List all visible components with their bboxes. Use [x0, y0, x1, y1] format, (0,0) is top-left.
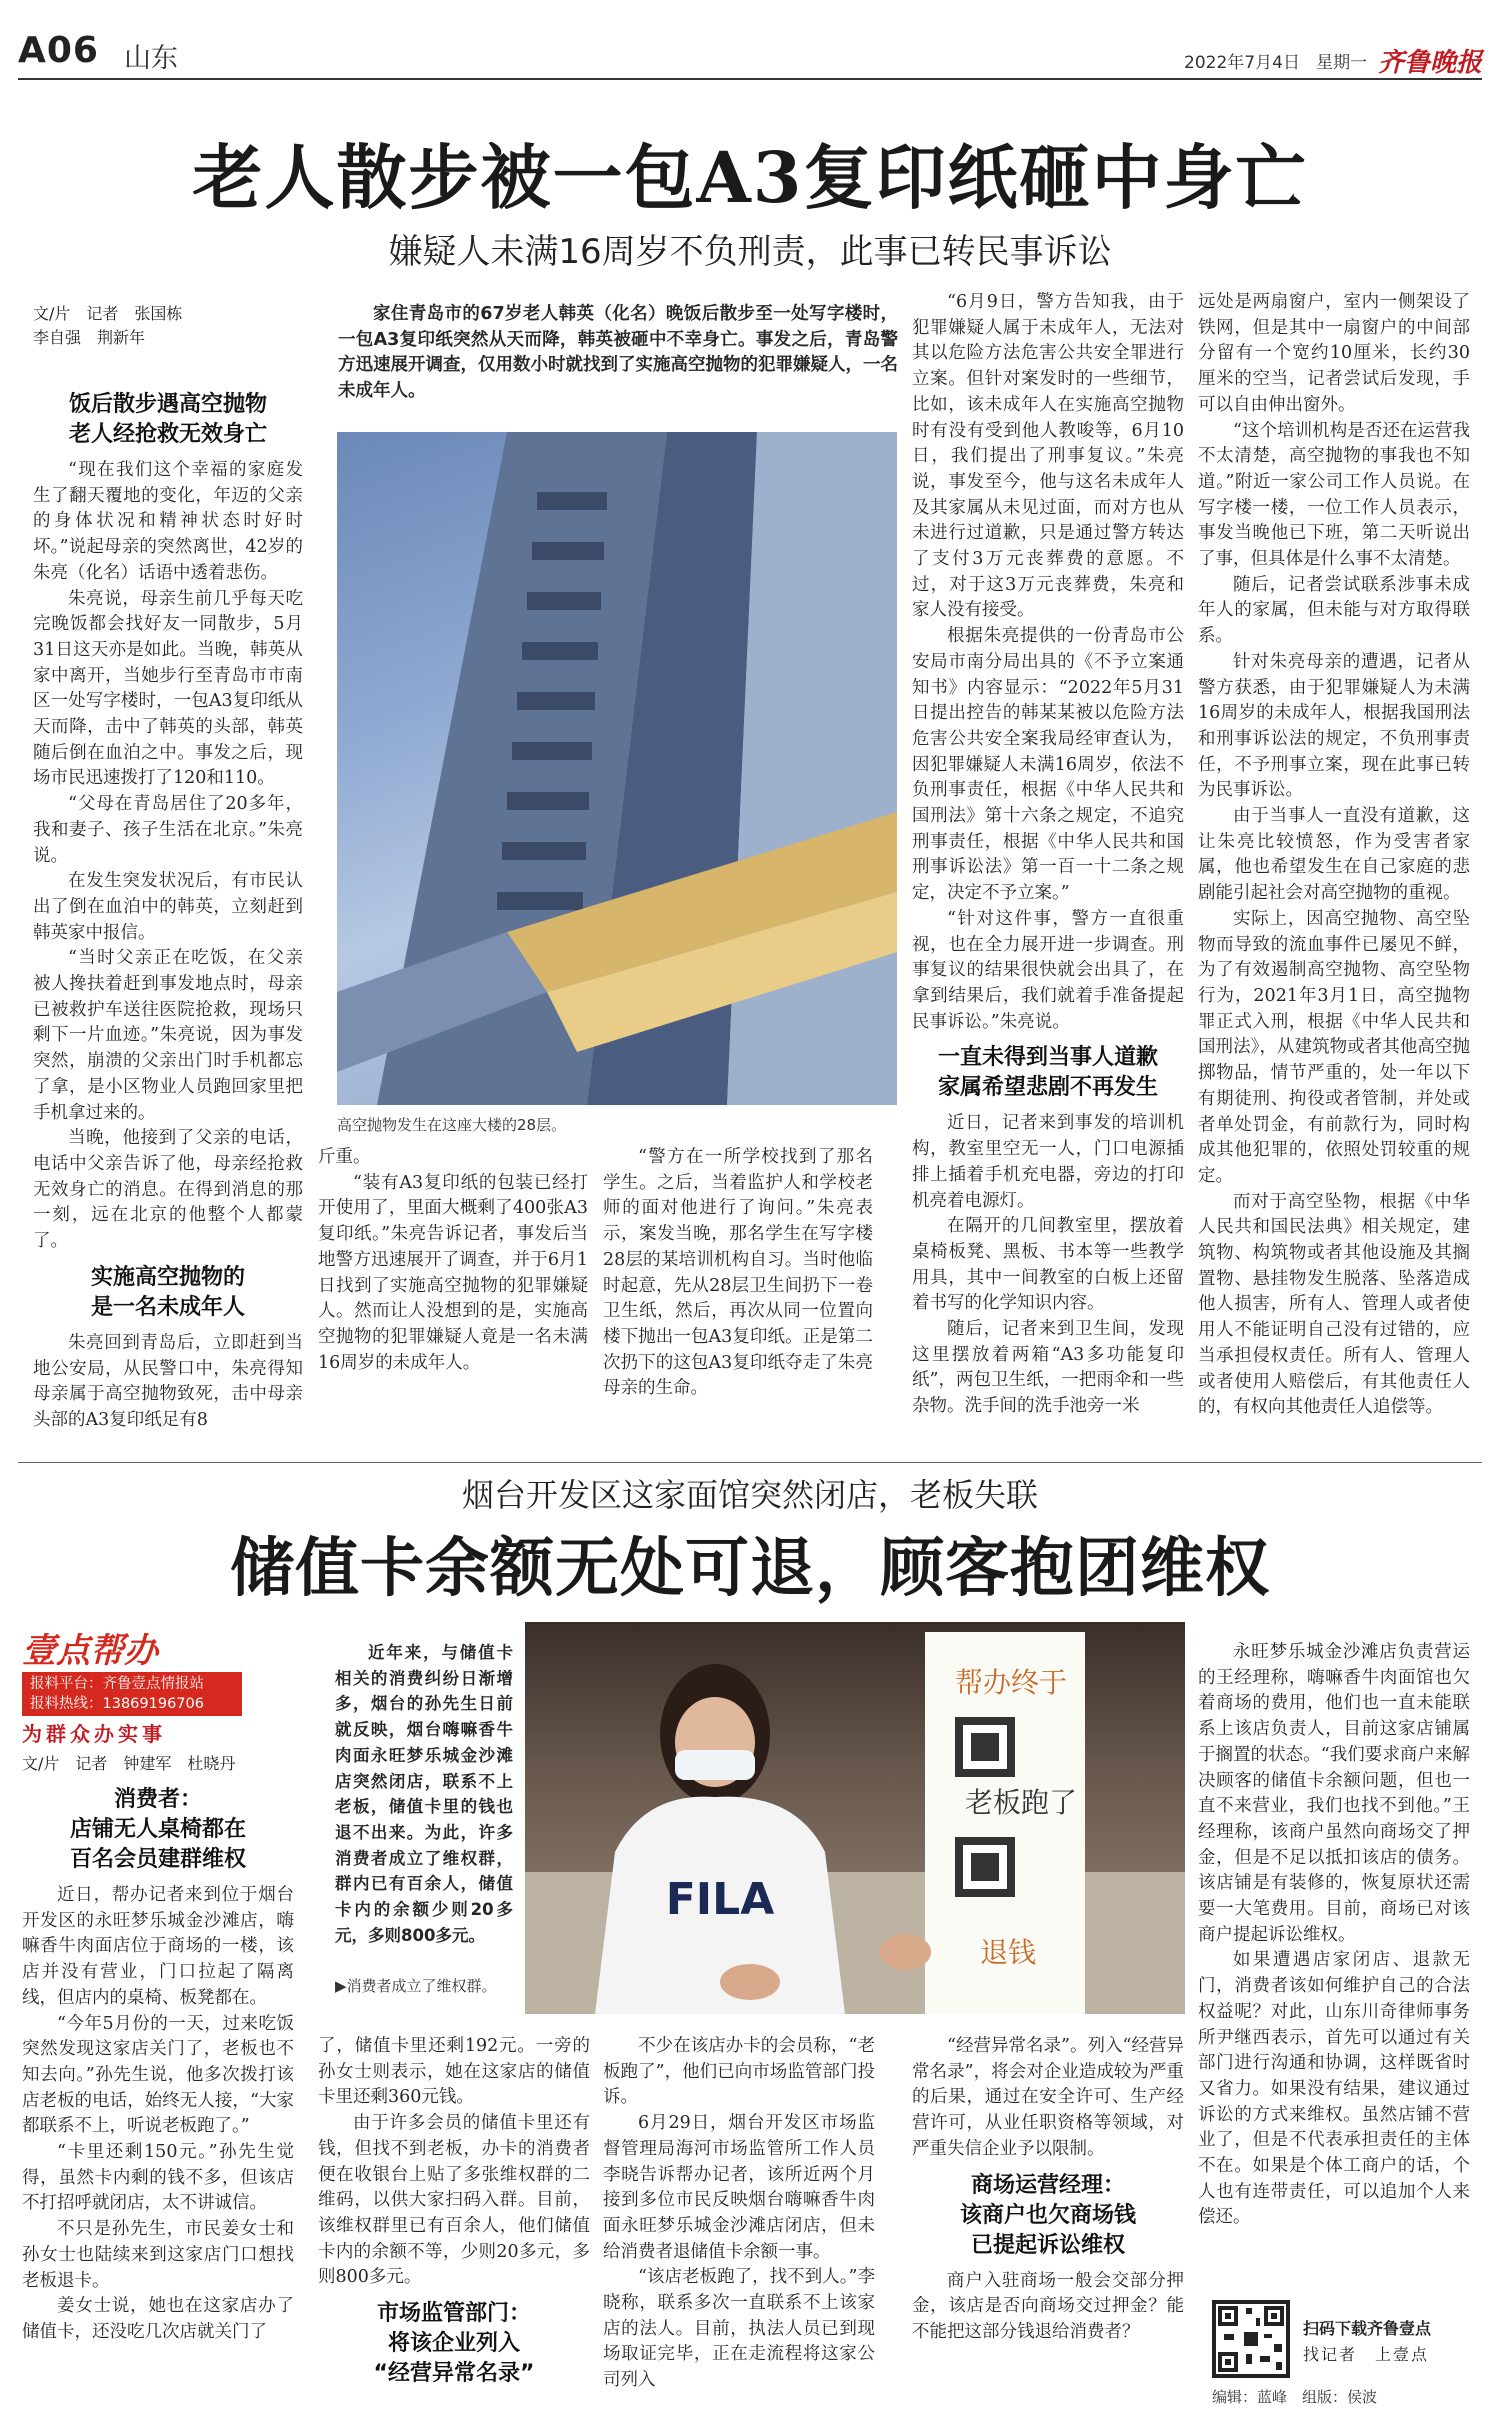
- paragraph: “该店老板跑了，找不到人。”李晓称，联系多次一直联系不上该家店的法人。目前，执法人员已到现场取证完毕，正在走流程将这家公司列入: [603, 2267, 875, 2391]
- story1-subhead: 嫌疑人未满16周岁不负刑责，此事已转民事诉讼: [388, 232, 1112, 272]
- photo-caption: 高空抛物发生在这座大楼的28层。: [337, 1116, 567, 1134]
- subheading: 商场运营经理： 该商户也欠商场钱 已提起诉讼维权: [959, 2172, 1136, 2258]
- subheading: 消费者： 店铺无人桌椅都在 百名会员建群维权: [69, 1787, 246, 1872]
- paragraph: 朱亮说，母亲生前几乎每天吃完晚饭都会找好友一同散步，5月31日这天亦是如此。当晚，韩英从家中离开，当她步行至青岛市市南区一处写字楼时，一包A3复印纸从天而降，击中了韩英的头部，韩英随后倒在血泊之中。事发之后，现场市民迅速拨打了120和110。: [33, 588, 303, 789]
- paragraph: 远处是两扇窗户，室内一侧架设了铁网，但是其中一扇窗户的中间部分留有一个宽约10厘米，长约30厘米的空当，记者尝试后发现，手可以自由伸出窗外。: [1198, 292, 1470, 415]
- paragraph: 永旺梦乐城金沙滩店负责营运的王经理称，嗨嘛香牛肉面馆也欠着商场的费用，他们也一直未能联系上该店负责人，目前这家店铺属于搁置的状态。“我们要求商户来解决顾客的储值卡余额问题，但也一直不来营业，我们也找不到他。”王经理称，该商户虽然向商场交了押金，但是不足以抵扣该店的债务。该店铺是有装修的，恢复原状还需要一大笔费用。目前，商场已对该商户提起诉讼维权。: [1198, 1642, 1470, 1945]
- story1-column-2: [318, 1145, 588, 1455]
- paragraph: “卡里还剩150元。”孙先生觉得，虽然卡内剩的钱不多，但该店不打招呼就闭店，太不讲诚信。: [22, 2142, 294, 2214]
- paragraph: 由于当事人一直没有道歉，这让朱亮比较愤怒，作为受害者家属，他也希望发生在自己家庭的悲剧能引起社会对高空抛物的重视。: [1198, 806, 1470, 904]
- photo-note-text: 退钱: [980, 1936, 1037, 1969]
- story2-column-5: [1198, 1640, 1470, 2285]
- story2-column-4: [912, 2034, 1184, 2399]
- paragraph: 在发生突发状况后，有市民认出了倒在血泊中的韩英，立刻赶到韩英家中报信。: [33, 871, 303, 943]
- paragraph: 近日，记者来到事发的培训机构，教室里空无一人，门口电源插排上插着手机充电器，旁边的打印机亮着电源灯。: [912, 1113, 1184, 1211]
- story1-column-1: [33, 390, 303, 1450]
- paragraph: 随后，记者来到卫生间，发现这里摆放着两箱“A3多功能复印纸”，两包卫生纸，一把雨伞和一些杂物。洗手间的洗手池旁一米: [912, 1319, 1184, 1417]
- masthead-logo: 齐鲁晚报: [1377, 48, 1482, 78]
- subheading: 实施高空抛物的 是一名未成年人: [90, 1264, 245, 1320]
- story1-column-5: [1198, 290, 1470, 1455]
- paragraph: “父母在青岛居住了20多年，我和妻子、孩子生活在北京。”朱亮说。: [33, 794, 303, 866]
- paragraph: 由于许多会员的储值卡里还有钱，但找不到老板，办卡的消费者便在收银台上贴了多张维权群的二维码，以供大家扫码入群。目前，该维权群里已有百余人，他们储值卡内的余额不等，少则20多元，多则800多元。: [318, 2113, 590, 2288]
- section-name: 山东: [124, 43, 178, 74]
- paragraph: “6月9日，警方告知我，由于犯罪嫌疑人属于未成年人，无法对其以危险方法危害公共安全罪进行立案。但针对案发时的一些细节，比如，该未成年人在实施高空抛物时有没有受到他人教唆等，6月10日，我们提出了刑事复议。”朱亮说，事发至今，他与这名未成年人及其家属从未见过面，而对方也从未进行过道歉，只是通过警方转达了支付3万元丧葬费的意愿。不过，对于这3万元丧葬费，朱亮和家人没有接受。: [912, 292, 1184, 621]
- paragraph: 随后，记者尝试联系涉事未成年人的家属，但未能与对方取得联系。: [1198, 574, 1470, 647]
- photo-caption: ▶消费者成立了维权群。: [335, 1977, 497, 1995]
- header-rule: [18, 78, 1482, 80]
- issue-date: [1184, 42, 1482, 79]
- photo-note-text: 老板跑了: [965, 1786, 1078, 1819]
- story2-column-2: [318, 2034, 590, 2399]
- building-illustration: [337, 432, 897, 1105]
- logo-info-box: [22, 1672, 242, 1716]
- paragraph: “警方在一所学校找到了那名学生。之后，当着监护人和学校老师的面对他进行了询问。”朱亮表示，案发当晚，那名学生在写字楼28层的某培训机构自习。当时他临时起意，先从28层卫生间扔下一卷卫生纸，然后，再次从同一位置向楼下抛出一包A3复印纸。正是第二次扔下的这包A3复印纸夺走了朱亮母亲的生命。: [603, 1147, 873, 1399]
- building-photo: [337, 432, 897, 1105]
- paragraph: “当时父亲正在吃饭，在父亲被人搀扶着赶到事发地点时，母亲已被救护车送往医院抢救，现场只剩下一片血迹。”朱亮说，因为事发突然，崩溃的父亲出门时手机都忘了拿，是小区物业人员跑回家里把手机拿过来的。: [33, 948, 303, 1123]
- paragraph: 不少在该店办卡的会员称，“老板跑了”，他们已向市场监管部门投诉。: [603, 2036, 875, 2108]
- paragraph: 而对于高空坠物，根据《中华人民共和国民法典》相关规定，建筑物、构筑物或者其他设施及其搁置物、悬挂物发生脱落、坠落造成他人损害，所有人、管理人或者使用人不能证明自己没有过错的，应当承担侵权责任。所有人、管理人或者使用人赔偿后，有其他责任人的，有权向其他责任人追偿等。: [1198, 1191, 1470, 1418]
- paragraph: 商户入驻商场一般会交部分押金，该店是否向商场交过押金？能不能把这部分钱退给消费者？: [912, 2270, 1184, 2342]
- qr-code-icon: [1216, 2304, 1286, 2374]
- paragraph: 不只是孙先生，市民姜女士和孙女士也陆续来到这家店门口想找老板退卡。: [22, 2219, 294, 2291]
- paragraph: 在隔开的几间教室里，摆放着桌椅板凳、黑板、书本等一些教学用具，其中一间教室的白板上还留着书写的化学知识内容。: [912, 1216, 1184, 1314]
- paragraph: 近日，帮办记者来到位于烟台开发区的永旺梦乐城金沙滩店，嗨嘛香牛肉面店位于商场的一楼，该店并没有营业，门口拉起了隔离线，但店内的桌椅、板凳都在。: [22, 1885, 294, 2008]
- paragraph: “经营异常名录”。列入“经营异常名录”，将会对企业造成较为严重的后果，通过在安全许可、生产经营许可，从业任职资格等领域，对严重失信企业予以限制。: [912, 2036, 1184, 2159]
- noodle-shop-photo: [525, 1622, 1185, 2014]
- hotline-label: 报料平台：齐鲁壹点情报站: [30, 1676, 204, 1692]
- story1-column-4: [912, 290, 1184, 1455]
- editor-credit: 编辑：蓝峰 组版：侯波: [1212, 2388, 1378, 2406]
- paragraph: 斤重。: [318, 1147, 371, 1167]
- qr-caption-line: 扫码下载齐鲁壹点: [1303, 2319, 1432, 2338]
- qr-caption-line: 找记者 上壹点: [1303, 2345, 1430, 2364]
- story2-kicker: 烟台开发区这家面馆突然闭店，老板失联: [461, 1476, 1038, 1514]
- paragraph: “装有A3复印纸的包装已经打开使用了，里面大概剩了400张A3复印纸。”朱亮告诉记者，事发后当地警方迅速展开了调查，并于6月1日找到了实施高空抛物的犯罪嫌疑人。然而让人没想到的是，实施高空抛物的犯罪嫌疑人竟是一名未满16周岁的未成年人。: [318, 1172, 588, 1373]
- story1-headline: 老人散步被一包A3复印纸砸中身亡: [192, 136, 1308, 219]
- qr-code: [1212, 2300, 1290, 2378]
- lead-paragraph: 家住青岛市的67岁老人韩英（化名）晚饭后散步至一处写字楼时，一包A3复印纸突然从天而降，韩英被砸中不幸身亡。事发之后，青岛警方迅速展开调查，仅用数小时就找到了实施高空抛物的犯罪嫌疑人，一名未成年人。: [338, 304, 898, 402]
- paragraph: 针对朱亮母亲的遭遇，记者从警方获悉，由于犯罪嫌疑人为未满16周岁的未成年人，根据我国刑法和刑事诉讼法的规定，不负刑事责任，不予刑事立案，现在此事已转为民事诉讼。: [1198, 651, 1470, 801]
- date: 2022年7月4日: [1184, 53, 1300, 73]
- subheading: 一直未得到当事人道歉 家属希望悲剧不再发生: [937, 1045, 1158, 1101]
- weekday: 星期一: [1316, 53, 1368, 73]
- paragraph: 了，储值卡里还剩192元。一旁的孙女士则表示，她在这家店的储值卡里还剩360元钱。: [318, 2036, 590, 2108]
- story2-lead: [335, 1640, 513, 1970]
- story-divider: [18, 1462, 1482, 1463]
- hotline-phone: 报料热线：13869196706: [30, 1696, 204, 1712]
- logo-slogan: 为群众办实事: [22, 1722, 166, 1746]
- photo-illustration: [525, 1622, 1185, 2014]
- paragraph: “今年5月份的一天，过来吃饭突然发现这家店关门了，老板也不知去向。”孙先生说，他多次拨打该店老板的电话，始终无人接，“大家都联系不上，听说老板跑了。”: [22, 2013, 294, 2137]
- story2-column-1: [22, 1785, 294, 2395]
- page-number: A06: [18, 30, 99, 71]
- story2-headline: 储值卡余额无处可退，顾客抱团维权: [230, 1531, 1270, 1606]
- byline-line: 李自强 荆新年: [33, 328, 146, 347]
- paragraph: 姜女士说，她也在这家店办了储值卡，还没吃几次店就关门了: [22, 2296, 294, 2342]
- logo-title: 壹点帮办: [22, 1631, 158, 1671]
- paragraph: 实际上，因高空抛物、高空坠物而导致的流血事件已屡见不鲜，为了有效遏制高空抛物、高空坠物行为，2021年3月1日，高空抛物罪正式入刑，根据《中华人民共和国刑法》，从建筑物或者其他高空抛掷物品，情节严重的，处一年以下有期徒刑、拘役或者管制，并处或者单处罚金，有前款行为，同时构成其他犯罪的，依照处罚较重的规定。: [1198, 908, 1470, 1186]
- lead-paragraph: 近年来，与储值卡相关的消费纠纷日渐增多，烟台的孙先生日前就反映，烟台嗨嘛香牛肉面永旺梦乐城金沙滩店突然闭店，联系不上老板，储值卡里的钱也退不出来。为此，许多消费者成立了维权群，群内已有百余人，储值卡内的余额少则20多元，多则800多元。: [335, 1643, 513, 1945]
- paragraph: “针对这件事，警方一直很重视，也在全力展开进一步调查。刑事复议的结果很快就会出具了，在拿到结果后，我们就着手准备提起民事诉讼。”朱亮说。: [912, 908, 1184, 1032]
- subheading: 市场监管部门： 将该企业列入 “经营异常名录”: [373, 2301, 535, 2387]
- story1-column-3: [603, 1145, 873, 1455]
- subheading: 饭后散步遇高空抛物 老人经抢救无效身亡: [68, 392, 267, 447]
- paragraph: 6月29日，烟台开发区市场监督管理局海河市场监管所工作人员李晓告诉帮办记者，该所近两个月接到多位市民反映烟台嗨嘛香牛肉面永旺梦乐城金沙滩店闭店，但未给消费者退储值卡余额一事。: [603, 2113, 875, 2262]
- story1-lead: [338, 302, 898, 405]
- paragraph: “现在我们这个幸福的家庭发生了翻天覆地的变化，年迈的父亲的身体状况和精神状态时好时坏。”说起母亲的突然离世，42岁的朱亮（化名）话语中透着悲伤。: [33, 460, 303, 583]
- bangban-logo: [22, 1630, 292, 1746]
- qr-caption: [1303, 2316, 1431, 2368]
- paragraph: “这个培训机构是否还在运营我不太清楚，高空抛物的事我也不知道。”附近一家公司工作人员说。在写字楼一楼，一位工作人员表示，事发当晚他已下班，第二天听说出了事，但具体是什么事不太清楚。: [1198, 420, 1470, 570]
- photo-note-text: 帮办终于: [955, 1666, 1068, 1699]
- story2-column-3: [603, 2034, 875, 2399]
- paragraph: 如果遭遇店家闭店、退款无门，消费者该如何维护自己的合法权益呢？对此，山东川奇律师事务所尹继西表示，首先可以通过有关部门进行沟通和协调，这样既省时又省力。如果没有结果，建议通过诉讼的方式来维权。虽然店铺不营业了，但是不代表承担责任的主体不在。如果是个体工商户的话，个人也有连带责任，可以追加个人来偿还。: [1198, 1950, 1470, 2228]
- story1-byline: [33, 302, 303, 350]
- paragraph: 当晚，他接到了父亲的电话，电话中父亲告诉了他，母亲经抢救无效身亡的消息。在得到消息的那一刻，远在北京的他整个人都蒙了。: [33, 1128, 303, 1252]
- paragraph: 朱亮回到青岛后，立即赶到当地公安局，从民警口中，朱亮得知母亲属于高空抛物致死，击中母亲头部的A3复印纸足有8: [33, 1332, 303, 1430]
- story2-byline: 文/片 记者 钟建军 杜晓丹: [22, 1754, 236, 1773]
- byline-line: 文/片 记者 张国栋: [33, 304, 183, 323]
- photo-shirt-text: FILA: [665, 1874, 775, 1925]
- paragraph: 根据朱亮提供的一份青岛市公安局市南分局出具的《不予立案通知书》内容显示：“2022年5月31日提出控告的韩某某被以危险方法危害公共安全案我局经审查认为，因犯罪嫌疑人未满16周岁，依法不负刑事责任，根据《中华人民共和国刑法》第十六条之规定，不追究刑事责任，根据《中华人民共和国刑事诉讼法》第一百一十二条之规定，决定不予立案。”: [912, 626, 1184, 904]
